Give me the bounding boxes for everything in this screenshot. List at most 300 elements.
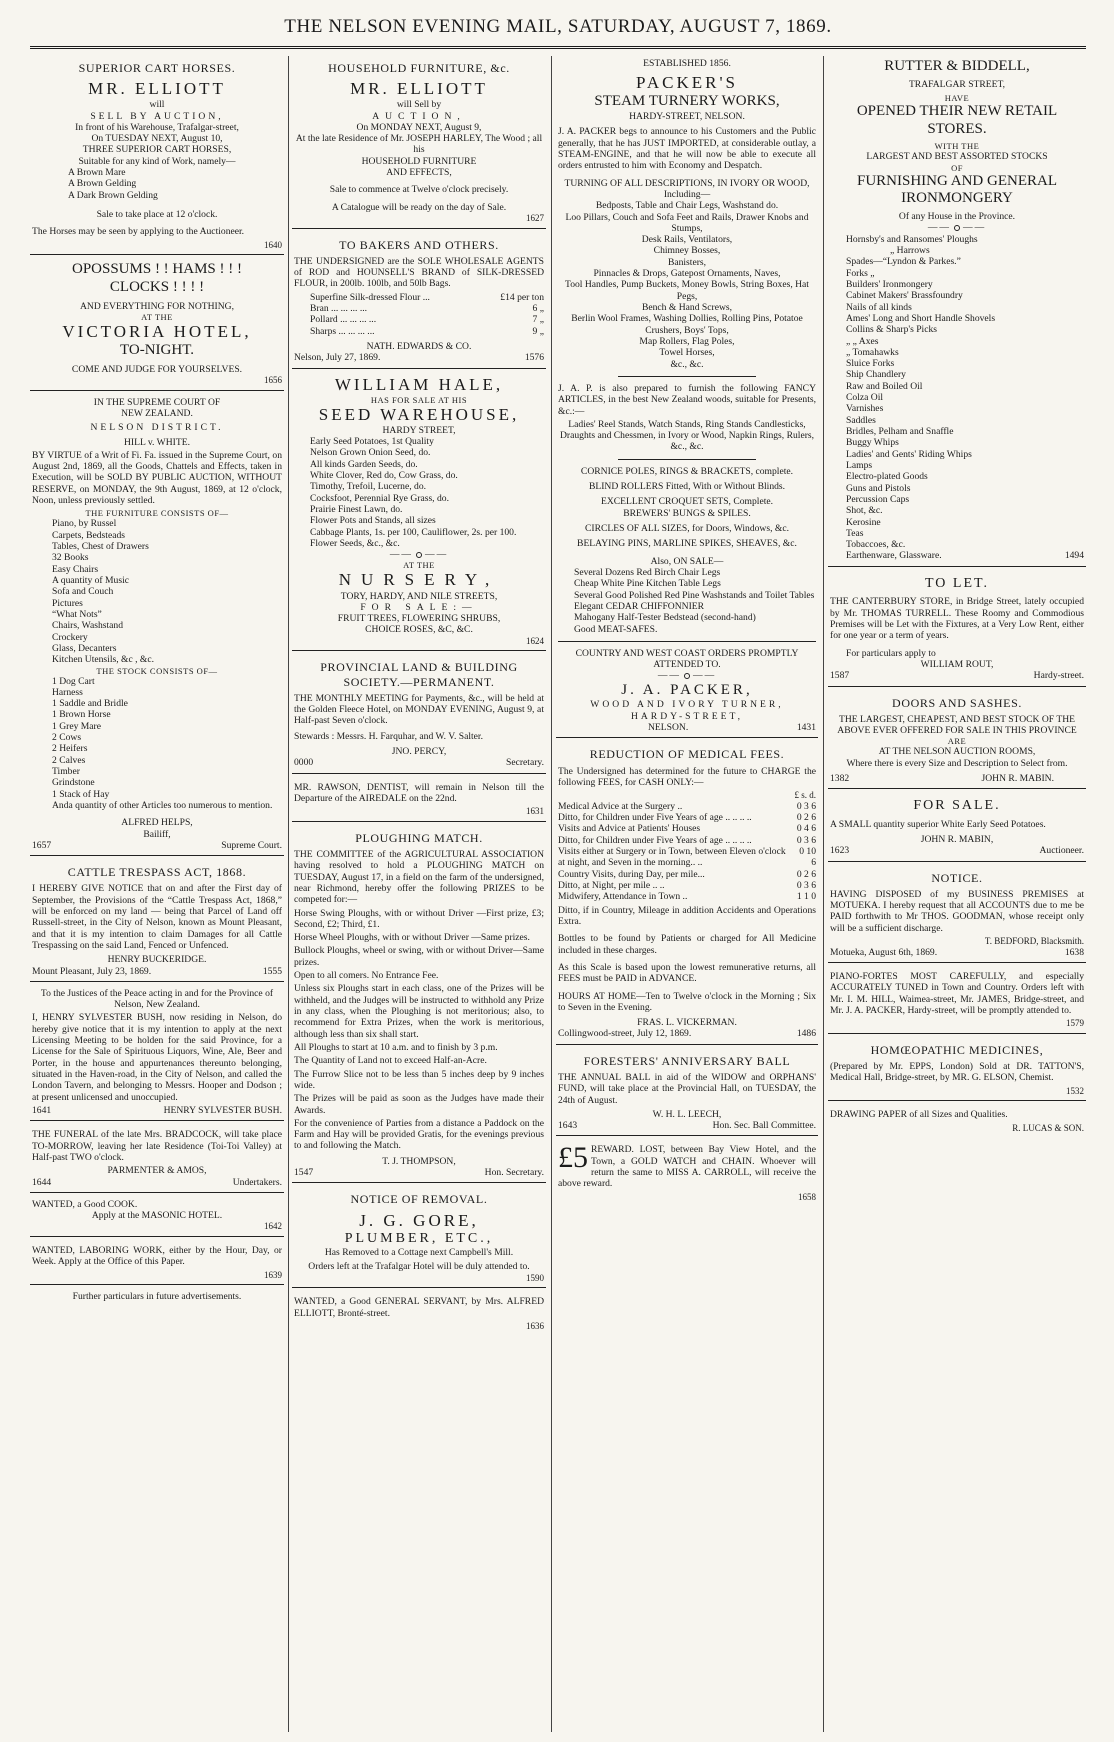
list-item: Forks „	[846, 267, 875, 279]
list-item: Elegant CEDAR CHIFFONNIER	[574, 600, 705, 612]
column-divider	[288, 56, 289, 1732]
fee-item: Visits either at Surgery or in Town, between Eleven o'clock at night, and Seven in the morning.. ..	[558, 846, 786, 869]
price-row	[294, 292, 544, 303]
list-item: Ames' Long and Short Handle Shovels	[846, 312, 996, 324]
ad-william-hale	[292, 373, 546, 652]
ad-signature: Hon. Secretary.	[484, 1167, 544, 1179]
divider	[618, 459, 756, 460]
furniture-list	[32, 518, 282, 665]
divider	[558, 641, 816, 642]
fee-item: Ditto, for Children under Five Years of age .. .. .. ..	[558, 812, 752, 824]
ad-line: AUCTION,	[372, 110, 466, 122]
ad-body: The Quantity of Land not to exceed Half-an-Acre.	[294, 1055, 487, 1067]
masthead: THE NELSON EVENING MAIL, SATURDAY, AUGUST 7, 1869.	[284, 16, 832, 37]
ad-body: I HEREBY GIVE NOTICE that on and after the First day of September, the Provisions of the “Cattle Trespass Act, 1868,” will be enforced on my land — being that Parcel of Land off Russell-street, in the City of Nelson, known as Mount Pleasant, and that it is my intention to claim Damages for all Cattle Trespassing on the said Land, Fenced or Unfenced.	[32, 883, 282, 951]
ad-line: AT THE	[141, 311, 173, 322]
list-item: Pinnacles & Drops, Gatepost Ornaments, Naves,	[593, 268, 781, 280]
ad-signature: ALFRED HELPS,	[121, 817, 193, 829]
ad-signature: Undertakers.	[232, 1176, 282, 1188]
fee-amount: 0 4 6	[796, 823, 816, 835]
ad-number: 1382	[830, 772, 850, 784]
circle-ornament-icon	[954, 225, 960, 231]
fee-row	[558, 801, 816, 812]
list-item: Hornsby's and Ransomes' Ploughs	[846, 233, 978, 245]
list-item: „ Harrows	[890, 245, 930, 257]
ad-line: Has Removed to a Cottage next Campbell's Mill.	[324, 1247, 514, 1259]
fee-row	[558, 846, 816, 869]
ad-line: TO-NIGHT.	[119, 342, 194, 358]
ad-line: OF	[951, 162, 963, 173]
ad-medical-fees	[556, 742, 818, 1044]
ad-line: HOUSEHOLD FURNITURE	[361, 155, 477, 167]
ad-number: 1624	[526, 635, 544, 646]
column-4	[828, 56, 1086, 1732]
ad-line: Also, ON SALE—	[650, 555, 724, 567]
ad-body: REWARD. LOST, between Bay View Hotel, and the Town, a GOLD WATCH and CHAIN. Whoever will return the same to MISS A. CARROLL, will receive the above reward.	[558, 1144, 816, 1190]
ad-line: BELAYING PINS, MARLINE SPIKES, SHEAVES, &c.	[577, 538, 797, 550]
ad-line: SEED WAREHOUSE,	[318, 404, 520, 424]
list-item: A quantity of Music	[52, 575, 130, 586]
ad-number: 1576	[524, 352, 544, 364]
fee-amount: 0 10 6	[799, 846, 816, 869]
column-divider	[823, 56, 824, 1732]
ad-signature: JOHN R. MABIN,	[920, 834, 994, 846]
list-item: Tables, Chest of Drawers	[52, 541, 149, 553]
list-item: Crockery	[52, 631, 88, 643]
ad-title: DOORS AND SASHES.	[892, 695, 1022, 710]
ad-licensing-notice	[30, 986, 284, 1121]
ad-line: BLIND ROLLERS Fitted, With or Without Blinds.	[588, 481, 786, 493]
ad-body: Unless six Ploughs start in each class, one of the Prizes will be withheld, and the Judges will be instructed to withhold any Prize in any class, when the Ploughing is not meritorious; also, to recommend for Extra Prizes, when the work is meritorious, although less than six shall start.	[294, 983, 544, 1040]
ad-body: As this Scale is based upon the lowest remunerative returns, all FEES must be PAID in ADVANCE.	[558, 961, 816, 985]
ad-line: Orders left at the Trafalgar Hotel will be duly attended to.	[308, 1261, 530, 1273]
ad-building-society	[292, 655, 546, 773]
ad-number: 1579	[1066, 1018, 1084, 1029]
ad-body: The Furrow Slice not to be less than 5 inches deep by 9 inches wide.	[294, 1068, 544, 1091]
fee-item: Medical Advice at the Surgery ..	[558, 800, 683, 812]
ad-signature: W. H. L. LEECH,	[652, 1108, 722, 1120]
fee-amount: 0 3 6	[796, 800, 816, 812]
list-item: Electro-plated Goods	[846, 471, 928, 483]
list-item: 2 Cows	[52, 732, 82, 744]
ad-line: ARE	[947, 736, 967, 747]
ad-body: A SMALL quantity superior White Early Seed Potatoes.	[830, 818, 1046, 830]
list-item: Spades—“Lyndon & Parkes.”	[846, 256, 961, 268]
ad-signature: WOOD AND IVORY TURNER,	[590, 699, 784, 711]
list-item: 2 Calves	[52, 754, 86, 766]
ad-line: Of any House in the Province.	[898, 211, 1016, 223]
list-item: Harness	[52, 686, 83, 698]
ad-foresters-ball	[556, 1049, 818, 1137]
ad-signature: HENRY BUCKERIDGE.	[107, 954, 207, 966]
fee-item: Country Visits, during Day, per mile...	[558, 868, 705, 880]
ad-line: OPENED THEIR NEW RETAIL STORES.	[856, 103, 1058, 137]
ad-number: 0000	[294, 757, 314, 769]
ad-number: 1532	[1066, 1085, 1084, 1096]
ad-line: will	[149, 99, 165, 111]
ad-drawing-paper	[828, 1105, 1086, 1137]
list-item: 1 Saddle and Bridle	[52, 698, 128, 710]
ad-line: STEAM TURNERY WORKS,	[594, 93, 780, 110]
price-item: Sharps ... ... ... ...	[310, 325, 375, 337]
list-item: Desk Rails, Ventilators,	[641, 234, 733, 246]
ad-number: 1587	[830, 670, 850, 682]
ad-number: 1590	[526, 1272, 544, 1283]
ad-title: REDUCTION OF MEDICAL FEES.	[589, 747, 785, 762]
list-item: Cabbage Plants, 1s. per 100, Cauliflower, 2s. per 100.	[310, 526, 517, 538]
ad-number: 1640	[264, 239, 282, 250]
ad-place: Collingwood-street, July 12, 1869.	[558, 1028, 692, 1040]
list-item: Saddles	[846, 414, 876, 426]
list-item: Nelson Grown Onion Seed, do.	[310, 447, 431, 459]
list-item: Bridles, Pelham and Snaffle	[846, 426, 954, 438]
ad-number: 1639	[264, 1269, 282, 1280]
list-item: Anda quantity of other Articles too numerous to mention.	[52, 799, 273, 811]
ad-line: COME AND JUDGE FOR YOURSELVES.	[71, 363, 243, 375]
list-item: Raw and Boiled Oil	[846, 380, 923, 392]
ad-line: MR. ELLIOTT	[350, 79, 488, 99]
price-value: 7 „	[532, 314, 544, 326]
ad-number: 1638	[1064, 946, 1084, 958]
ad-cook	[30, 1197, 284, 1237]
ad-place: Nelson, July 27, 1869.	[294, 352, 381, 364]
list-item: Nails of all kinds	[846, 301, 912, 313]
ad-line: HAVE	[944, 93, 970, 103]
ad-line: TURNING OF ALL DESCRIPTIONS, IN IVORY OR WOOD,	[564, 177, 810, 189]
list-item: Chimney Bosses,	[653, 245, 721, 257]
ad-signature: JOHN R. MABIN.	[981, 772, 1054, 784]
ad-line: THE LARGEST, CHEAPEST, AND BEST STOCK OF THE ABOVE EVER OFFERED FOR SALE IN THIS PROVINCE	[837, 713, 1077, 736]
ad-number: 1644	[32, 1176, 52, 1188]
ad-line: Suitable for any kind of Work, namely—	[78, 155, 236, 167]
ad-line: On TUESDAY NEXT, August 10,	[91, 133, 223, 145]
ad-number: 1547	[294, 1167, 314, 1179]
ad-signature: T. BEDFORD, Blacksmith.	[984, 936, 1084, 947]
ad-homoeopathic-medicines	[828, 1038, 1086, 1101]
ad-number: 1623	[830, 845, 850, 857]
divider	[618, 376, 756, 377]
ad-signature: Supreme Court.	[221, 839, 282, 851]
list-item: Several Dozens Red Birch Chair Legs	[574, 566, 721, 578]
ad-body: THE UNDERSIGNED are the SOLE WHOLESALE AGENTS of ROD and HOUNSELL'S BRAND of SILK-DRESSED FLOUR, in 200lb. 100lb, and 50lb Bags.	[294, 255, 544, 290]
ad-line: COUNTRY AND WEST COAST ORDERS PROMPTLY ATTENDED TO.	[575, 647, 799, 671]
list-item: Towel Horses,	[659, 347, 715, 359]
ad-number: 1643	[558, 1120, 578, 1132]
ad-title: TO LET.	[924, 575, 990, 591]
list-item: Sofa and Couch	[52, 586, 114, 598]
list-item: Glass, Decanters	[52, 642, 117, 654]
ad-line: LARGEST AND BEST ASSORTED STOCKS	[866, 151, 1048, 163]
column-2	[292, 56, 546, 1732]
ad-signature: NATH. EDWARDS & CO.	[366, 340, 472, 352]
ad-packer-steam-turnery	[556, 56, 818, 738]
price-value: £14 per ton	[500, 291, 544, 303]
ad-subhead: THE STOCK CONSISTS OF—	[96, 665, 218, 676]
ad-line: Apply at the MASONIC HOTEL.	[91, 1210, 223, 1222]
ad-body: MR. RAWSON, DENTIST, will remain in Nelson till the Departure of the AIREDALE on the 22nd.	[294, 781, 544, 804]
ad-signature: J. A. PACKER,	[621, 681, 753, 698]
list-item: Earthenware, Glassware.	[846, 550, 942, 562]
ad-body: The Prizes will be paid as soon as the Judges have made their Awards.	[294, 1093, 544, 1116]
list-item: Map Rollers, Flag Poles,	[639, 335, 735, 347]
list-item: Cabinet Makers' Brassfoundry	[846, 290, 963, 302]
ad-body: Ladies' Reel Stands, Watch Stands, Ring Stands Candlesticks, Draughts and Chessmen, in Ivory or Wood, Napkin Rings, Rulers, &c., &c.	[559, 418, 815, 453]
ad-title: FORESTERS' ANNIVERSARY BALL	[583, 1053, 791, 1068]
ad-body: J. A. P. is also prepared to furnish the following FANCY ARTICLES, in the best New Zealand woods, suitable for Presents, &c.:—	[558, 382, 816, 417]
divider-ornament: —— ——	[927, 222, 987, 234]
ad-line: NURSERY,	[338, 570, 500, 590]
list-item: Tool Handles, Pump Buckets, Money Bowls, String Boxes, Hat Pegs,	[565, 279, 809, 302]
ad-line: NELSON DISTRICT.	[90, 422, 224, 434]
ad-line: At the late Residence of Mr. JOSEPH HARLEY, The Wood ; all his	[295, 133, 543, 156]
ad-body: DRAWING PAPER of all Sizes and Qualities.	[830, 1109, 1008, 1121]
ad-number: 1641	[32, 1104, 52, 1116]
ad-general-servant	[292, 1292, 546, 1335]
ad-dentist	[292, 778, 546, 822]
ad-supreme-court	[30, 395, 284, 857]
ad-opossums	[30, 259, 284, 390]
ad-body: The Horses may be seen by applying to the Auctioneer.	[32, 226, 245, 238]
fee-row	[558, 835, 816, 846]
ad-body: THE ANNUAL BALL in aid of the WIDOW and ORPHANS' FUND, will take place at the Provincial Hall, on TUESDAY, the 24th of August.	[558, 1071, 816, 1106]
ad-body: Horse Wheel Ploughs, with or without Driver —Same prizes.	[294, 932, 530, 944]
top-rule	[30, 46, 1086, 50]
ad-number: 1431	[796, 722, 816, 734]
ad-line: CORNICE POLES, RINGS & BRACKETS, complete.	[580, 465, 794, 477]
ad-signature: FRAS. L. VICKERMAN.	[637, 1017, 737, 1029]
list-item: 1 Brown Horse	[52, 709, 111, 721]
list-item: Chairs, Washstand	[52, 620, 123, 632]
list-item: Piano, by Russel	[52, 518, 117, 530]
list-item: Prairie Finest Lawn, do.	[310, 503, 403, 515]
column-divider	[551, 56, 552, 1732]
list-item: Flower Pots and Stands, all sizes	[310, 515, 436, 527]
ad-body: THE MONTHLY MEETING for Payments, &c., will be held at the Golden Fleece Hotel, on MONDAY EVENING, August 9, at Half-past Seven o'clock.	[294, 692, 544, 727]
ad-body: Stewards : Messrs. H. Farquhar, and W. V. Salter.	[294, 730, 483, 742]
ad-ploughing-match	[292, 826, 546, 1184]
ad-for-sale	[828, 793, 1086, 861]
price-value: 9 „	[532, 325, 544, 337]
ad-title: HOMŒOPATHIC MEDICINES,	[870, 1042, 1044, 1057]
further-particulars: Further particulars in future advertisements.	[72, 1291, 242, 1303]
divider-ornament: —— ——	[657, 670, 717, 682]
ad-line: Where there is every Size and Description to Select from.	[846, 757, 1068, 769]
ad-line: HARDY STREET,	[382, 424, 456, 436]
ad-subhead: THE FURNITURE CONSISTS OF—	[85, 508, 229, 519]
ad-signature: WILLIAM ROUT,	[920, 658, 994, 670]
fee-item: Visits and Advice at Patients' Houses	[558, 823, 701, 835]
list-item: White Clover, Red do, Cow Grass, do.	[310, 469, 458, 481]
ad-line: WITH THE	[934, 141, 980, 152]
list-item: Sluice Forks	[846, 358, 895, 370]
ad-line: PACKER'S	[635, 73, 739, 93]
ad-line: OPOSSUMS ! ! HAMS ! ! !	[71, 261, 243, 278]
fee-row	[558, 880, 816, 891]
ad-line: HILL v. WHITE.	[124, 436, 190, 448]
ad-signature: HARDY-STREET,	[630, 710, 744, 722]
list-item: 1 Stack of Hay	[52, 788, 110, 800]
ad-body: J. A. PACKER begs to announce to his Customers and the Public generally, that he has JUST IMPORTED, at considerable outlay, a STEAM-ENGINE, and that he will now be able to execute all orders entrusted to him with Economy and Despatch.	[558, 126, 816, 172]
ad-body: Ditto, if in Country, Mileage in addition Accidents and Operations Extra.	[558, 904, 816, 927]
ad-funeral	[30, 1125, 284, 1193]
ad-body: PIANO-FORTES MOST CAREFULLY, and especially ACCURATELY TUNED in Town and Country. Orders left with Mr. I. M. HILL, Waimea-street, Mr. JAMES, Bridge-street, and Mr. J. A. PACKER, Hardy-street, will be promptly attended to.	[830, 971, 1084, 1016]
ad-line: IRONMONGERY	[901, 190, 1013, 207]
list-item: Early Seed Potatoes, 1st Quality	[310, 436, 434, 448]
ad-line: In front of his Warehouse, Trafalgar-street,	[75, 121, 239, 133]
list-item: &c., &c.	[670, 358, 704, 370]
ad-doors-sashes	[828, 691, 1086, 790]
ad-signature: NELSON.	[648, 722, 689, 734]
ad-rutter-biddell	[828, 56, 1086, 567]
list-item: „ „ Axes	[846, 335, 879, 347]
ad-line: AT THE NELSON AUCTION ROOMS,	[878, 746, 1036, 758]
ad-line: HARDY-STREET, NELSON.	[629, 111, 745, 123]
list-item: Cheap White Pine Kitchen Table Legs	[574, 578, 721, 590]
ad-line: WANTED, a Good COOK.	[32, 1198, 138, 1210]
ad-notice-motueka	[828, 866, 1086, 963]
ad-number: 1555	[262, 965, 282, 977]
ad-body: (Prepared by Mr. EPPS, London) Sold at DR. TATTON'S, Medical Hall, Bridge-street, by MR. G. ELSON, Chemist.	[830, 1061, 1084, 1084]
ad-line: PLUMBER, ETC.,	[344, 1230, 494, 1246]
list-item: Colza Oil	[846, 392, 884, 404]
ad-line: Sale to commence at Twelve o'clock precisely.	[329, 184, 509, 196]
ad-signature: Secretary.	[506, 757, 544, 769]
list-item: 1 Dog Cart	[52, 675, 95, 687]
circle-ornament-icon	[684, 673, 690, 679]
ad-line: AND EFFECTS,	[386, 167, 452, 179]
list-item: All kinds Garden Seeds, do.	[310, 458, 418, 470]
price-value: 6 „	[532, 303, 544, 315]
ad-title: To the Justices of the Peace acting in and for the Province of Nelson, New Zealand.	[40, 987, 274, 1011]
ad-title: FOR SALE.	[913, 798, 1001, 814]
ad-signature: Bailiff,	[143, 828, 171, 840]
ad-number: 1636	[526, 1320, 544, 1331]
ad-line: NEW ZEALAND.	[121, 407, 193, 419]
ad-number: 1657	[32, 839, 52, 851]
ad-line: CLOCKS ! ! ! !	[109, 278, 205, 295]
ad-signature: JNO. PERCY,	[391, 745, 447, 757]
ad-title: SUPERIOR CART HORSES.	[78, 61, 236, 75]
stock-list	[32, 676, 282, 812]
ad-line: A Catalogue will be ready on the day of Sale.	[331, 201, 507, 213]
fee-amount: 0 3 6	[796, 880, 816, 891]
ad-signature: HENRY SYLVESTER BUSH.	[163, 1104, 282, 1116]
reward-amount: £5	[558, 1141, 588, 1175]
ad-number: 1631	[526, 806, 544, 817]
ad-line: VICTORIA HOTEL,	[62, 321, 252, 341]
fee-item: Midwifery, Attendance in Town ..	[558, 891, 688, 903]
list-item: Bedposts, Table and Chair Legs, Washstand do.	[595, 200, 779, 212]
ad-body: Bullock Ploughs, wheel or swing, with or without Driver—Same prizes.	[294, 945, 544, 968]
ad-body: WANTED, a Good GENERAL SERVANT, by Mrs. ALFRED ELLIOTT, Bronté-street.	[294, 1296, 544, 1319]
list-item: Kerosine	[846, 516, 881, 528]
ad-piano-fortes	[828, 967, 1086, 1034]
list-item: Kitchen Utensils, &c , &c.	[52, 654, 155, 666]
price-row	[294, 303, 544, 314]
ad-signature: Hon. Sec. Ball Committee.	[712, 1120, 816, 1132]
list-item: Tobaccoes, &c.	[846, 539, 906, 551]
ad-line: FOR SALE:—	[360, 601, 478, 613]
fee-amount: 1 1 0	[796, 891, 816, 903]
ad-line: On MONDAY NEXT, August 9,	[356, 121, 482, 133]
ad-line: THREE SUPERIOR CART HORSES,	[82, 144, 232, 156]
fee-row	[558, 891, 816, 902]
price-item: Superfine Silk-dressed Flour ...	[310, 291, 430, 303]
list-item: Good MEAT-SAFES.	[574, 623, 658, 635]
ad-line: IN THE SUPREME COURT OF	[93, 396, 221, 408]
ad-line: TORY, HARDY, AND NILE STREETS,	[340, 590, 498, 602]
list-item: 2 Heifers	[52, 743, 88, 755]
fee-amount: 0 3 6	[796, 834, 816, 846]
ad-title: PROVINCIAL LAND & BUILDING SOCIETY.—PERMANENT.	[320, 660, 518, 689]
ad-body: BY VIRTUE of a Writ of Fi. Fa. issued in the Supreme Court, on August 2nd, 1869, all the Goods, Chattels and Effects, taken in Execution, will be SOLD BY PUBLIC AUCTION, WITHOUT RESERVE, on MONDAY, the 9th August, 1869, at 12 o'clock, Noon, unless previously settled.	[32, 449, 282, 507]
list-item: 32 Books	[52, 552, 89, 564]
ad-title: HOUSEHOLD FURNITURE, &c.	[328, 61, 510, 75]
circle-ornament-icon	[416, 552, 422, 558]
ad-line: AT THE	[403, 560, 435, 571]
ad-removal	[292, 1187, 546, 1288]
list-item: Loo Pillars, Couch and Sofa Feet and Rails, Drawer Knobs and Stumps,	[565, 211, 809, 234]
list-item: A Dark Brown Gelding	[68, 189, 158, 201]
list-item: Lamps	[846, 459, 873, 471]
list-item: Ladies' and Gents' Riding Whips	[846, 448, 972, 460]
list-item: Berlin Wool Frames, Washing Dollies, Rolling Pins, Potatoe Crushers, Boys' Tops,	[571, 313, 803, 336]
list-item: Buggy Whips	[846, 437, 899, 449]
ad-number: 1642	[264, 1221, 282, 1232]
list-item: Teas	[846, 527, 864, 539]
ad-to-let	[828, 571, 1086, 687]
fee-item: Ditto, at Night, per mile .. ..	[558, 880, 665, 891]
ad-bakers	[292, 233, 546, 369]
ad-line: AND EVERYTHING FOR NOTHING,	[79, 300, 235, 312]
fee-row	[558, 823, 816, 834]
list-item: Pictures	[52, 597, 83, 609]
ad-line: FRUIT TREES, FLOWERING SHRUBS,	[337, 613, 501, 625]
ad-body: WANTED, LABORING WORK, either by the Hour, Day, or Week. Apply at the Office of this Paper.	[32, 1245, 282, 1268]
fee-row	[558, 869, 816, 880]
list-item: Collins & Sharp's Picks	[846, 324, 938, 336]
price-row	[294, 314, 544, 325]
ad-reward	[556, 1140, 818, 1206]
list-item: Banisters,	[667, 256, 707, 268]
list-item: Shot, &c.	[846, 505, 883, 517]
ad-body: For the convenience of Parties from a distance a Paddock on the Farm and Hay will be provided Gratis, for the evenings previous to and following the Match.	[294, 1117, 544, 1152]
ad-title: NOTICE.	[931, 870, 983, 885]
ad-number: 1656	[264, 375, 282, 385]
ad-laboring-work	[30, 1241, 284, 1285]
ad-number: 1494	[1064, 550, 1084, 562]
fee-item: Ditto, for Children under Five Years of age .. .. .. ..	[558, 834, 752, 846]
list-item: Builders' Ironmongery	[846, 278, 933, 290]
ad-title: CATTLE TRESPASS ACT, 1868.	[67, 865, 247, 880]
column-3	[556, 56, 818, 1732]
ad-line: FURNISHING AND GENERAL	[856, 172, 1057, 189]
ad-body: I, HENRY SYLVESTER BUSH, now residing in Nelson, do hereby give notice that it is my intention to apply at the next Licensing Meeting to be holden for the said Province, for a License for the Sale of Spirituous Liquors, Wine, Ale, Beer and Porter, in the house and appurtenances thereunto belonging, situated in the Haven-road, in the City of Nelson, and called the London Tavern, and belonging to Messrs. Hooper and Dodson ; at present unlicensed and unoccupied.	[32, 1012, 282, 1103]
ad-number: 1658	[798, 1191, 816, 1202]
ad-line: J. G. GORE,	[359, 1210, 479, 1230]
ad-body: Open to all comers. No Entrance Fee.	[294, 970, 439, 982]
ad-line: TRAFALGAR STREET,	[908, 78, 1006, 90]
list-item: Timothy, Trefoil, Lucerne, do.	[310, 481, 427, 493]
ad-line: Including—	[663, 188, 711, 200]
list-item: “What Nots”	[52, 608, 102, 620]
ad-line: MR. ELLIOTT	[88, 79, 226, 99]
list-item: A Brown Mare	[68, 167, 126, 179]
ad-line: HAS FOR SALE AT HIS	[370, 394, 468, 405]
ad-cattle-trespass	[30, 860, 284, 982]
ad-line: RUTTER & BIDDELL,	[884, 58, 1030, 74]
fee-header: £ s. d.	[794, 790, 816, 801]
